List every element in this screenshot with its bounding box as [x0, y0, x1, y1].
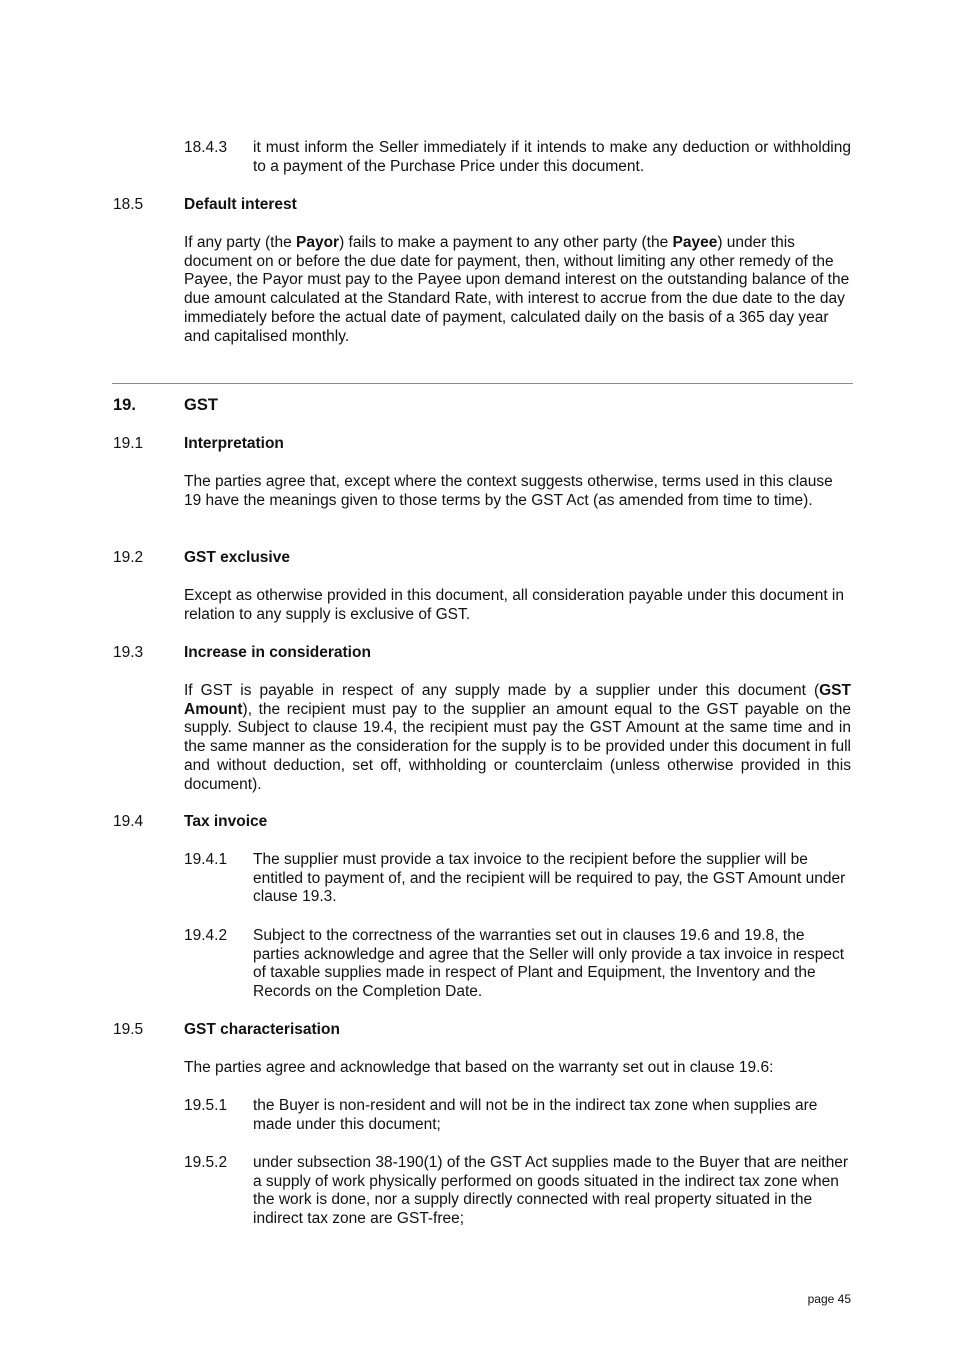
defined-term-payee: Payee	[672, 234, 718, 251]
page-number: page 45	[807, 1292, 851, 1306]
clause-19-4-heading: Tax invoice	[184, 813, 268, 830]
clause-19-2-heading: GST exclusive	[184, 549, 290, 566]
section-divider	[112, 383, 853, 384]
clause-19-1-heading: Interpretation	[184, 435, 284, 452]
clause-number-18-4-3: 18.4.3	[184, 139, 228, 156]
section-19-heading: GST	[184, 396, 218, 414]
clause-19-5-2-text: under subsection 38-190(1) of the GST Act supplies made to the Buyer that are neither a supply of work physically performed on goods situated in the indirect tax zone when the work is done, nor a supply directly connected with real property situated in the indirect tax zone are GST-free;	[253, 1154, 849, 1228]
clause-18-4-3-text: it must inform the Seller immediately if it intends to make any deduction or withholding to a payment of the Purchase Price under this document.	[253, 139, 851, 175]
clause-19-4-1-text: The supplier must provide a tax invoice to the recipient before the supplier will be entitled to payment of, and the recipient will be required to pay, the GST Amount under clause 19.3.	[253, 851, 846, 906]
defined-term-payor: Payor	[296, 234, 340, 251]
clause-number-19-4-2: 19.4.2	[184, 927, 228, 944]
clause-number-19-3: 19.3	[113, 644, 144, 661]
clause-18-5-text: If any party (the Payor) fails to make a payment to any other party (the Payee) under this document on or before the due date for payment, then, without limiting any other remedy of the Payee, the Payor must pay to the Payee upon demand interest on the outstanding balance of the due amount calculated at the Standard Rate, with interest to accrue from the due date to the day immediately before the actual date of payment, calculated daily on the basis of a 365 day year and capitalised monthly.	[184, 234, 850, 345]
clause-19-1-text: The parties agree that, except where the context suggests otherwise, terms used in this clause 19 have the meanings given to those terms by the GST Act (as amended from time to time).	[184, 473, 833, 509]
clause-number-18-5: 18.5	[113, 196, 144, 213]
clause-19-5-heading: GST characterisation	[184, 1021, 340, 1038]
clause-number-19-2: 19.2	[113, 549, 144, 566]
clause-number-19-4: 19.4	[113, 813, 144, 830]
clause-number-19-5-2: 19.5.2	[184, 1154, 228, 1171]
clause-number-19-1: 19.1	[113, 435, 144, 452]
clause-19-4-2-text: Subject to the correctness of the warranties set out in clauses 19.6 and 19.8, the parties acknowledge and agree that the Seller will only provide a tax invoice in respect of taxable supplies made in respect of Plant and Equipment, the Inventory and the Records on the Completion Date.	[253, 927, 845, 1001]
clause-19-3-heading: Increase in consideration	[184, 644, 371, 661]
clause-number-19-5-1: 19.5.1	[184, 1097, 228, 1114]
clause-18-5-heading: Default interest	[184, 196, 297, 213]
clause-number-19: 19.	[113, 396, 136, 414]
clause-19-2-text: Except as otherwise provided in this document, all consideration payable under this document in relation to any supply is exclusive of GST.	[184, 587, 844, 623]
clause-19-3-text: If GST is payable in respect of any supply made by a supplier under this document (GST Amount), the recipient must pay to the supplier an amount equal to the GST payable on the supply. Subject to clause 19.4, the recipient must pay the GST Amount at the same time and in the same manner as the consideration for the supply is to be provided under this document in full and without deduction, set off, withholding or counterclaim (unless otherwise provided in this document).	[184, 682, 851, 793]
clause-19-5-text: The parties agree and acknowledge that based on the warranty set out in clause 19.6:	[184, 1059, 774, 1076]
clause-number-19-5: 19.5	[113, 1021, 144, 1038]
defined-term-gst-amount: GST Amount	[184, 682, 851, 718]
clause-19-5-1-text: the Buyer is non-resident and will not be in the indirect tax zone when supplies are made under this document;	[253, 1097, 818, 1133]
clause-number-19-4-1: 19.4.1	[184, 851, 228, 868]
